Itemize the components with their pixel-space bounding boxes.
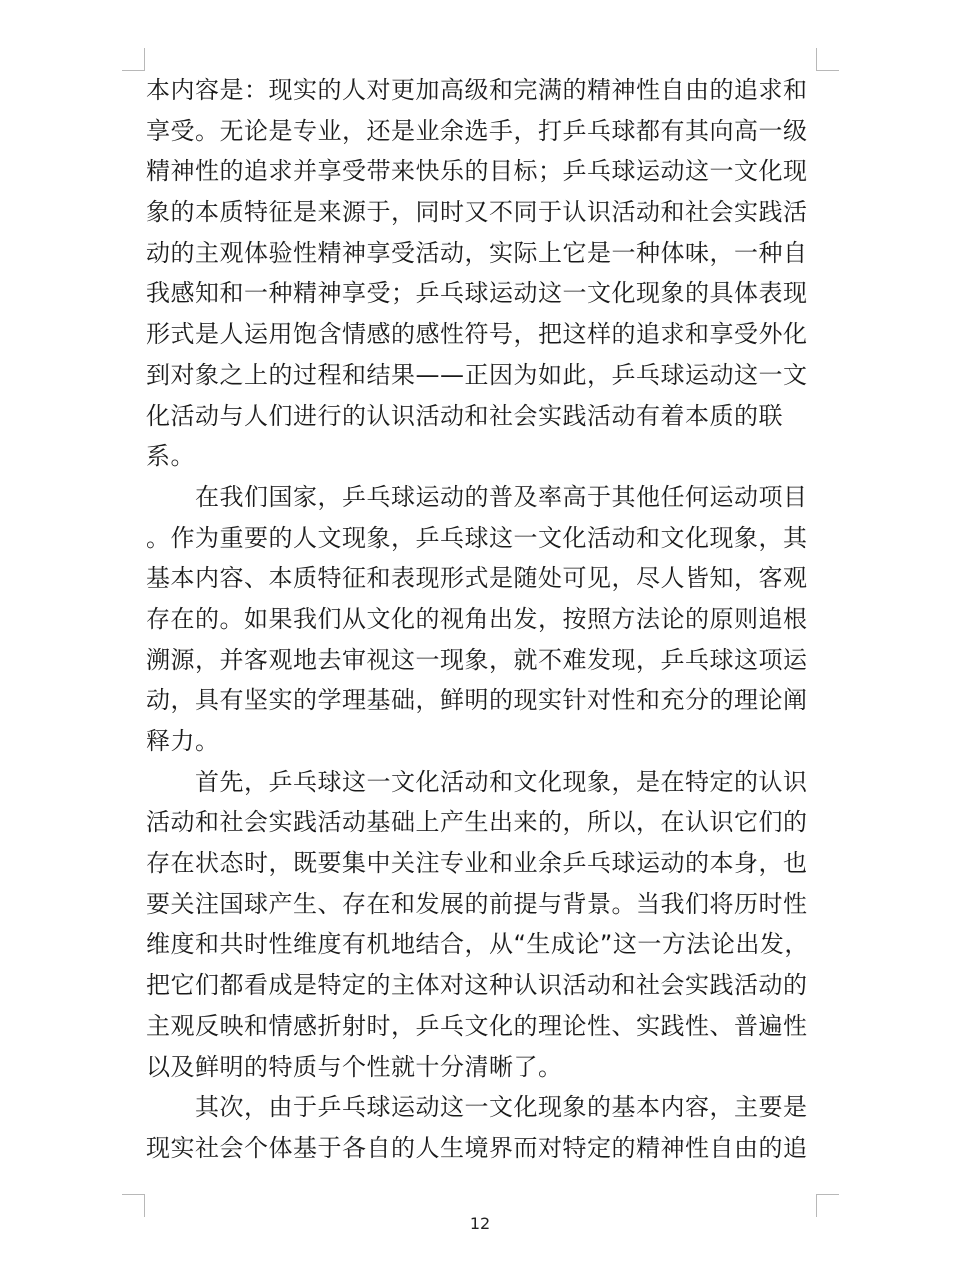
text-line: 基本内容、本质特征和表现形式是随处可见，尽人皆知，客观	[146, 564, 808, 593]
text-line: 把它们都看成是特定的主体对这种认识活动和社会实践活动的	[146, 971, 808, 1000]
text-line: 化活动与人们进行的认识活动和社会实践活动有着本质的联	[146, 401, 783, 430]
text-line: 其次，由于乒乓球运动这一文化现象的基本内容，主要是	[146, 1093, 808, 1122]
text-line: 享受。无论是专业，还是业余选手，打乒乓球都有其向高一级	[146, 116, 808, 145]
text-line: 到对象之上的过程和结果——正因为如此，乒乓球运动这一文	[146, 360, 808, 389]
text-line: 系。	[146, 442, 195, 471]
text-line: 象的本质特征是来源于，同时又不同于认识活动和社会实践活	[146, 198, 808, 227]
page-number: 12	[469, 1214, 491, 1233]
text-line: 动，具有坚实的学理基础，鲜明的现实针对性和充分的理论阐	[146, 686, 808, 715]
crop-mark-top-left	[122, 48, 145, 71]
text-line: 存在状态时，既要集中关注专业和业余乒乓球运动的本身，也	[146, 849, 808, 878]
text-line: 以及鲜明的特质与个性就十分清晰了。	[146, 1052, 563, 1081]
crop-mark-top-right	[816, 48, 839, 71]
text-line: 精神性的追求并享受带来快乐的目标；乒乓球运动这一文化现	[146, 157, 808, 186]
text-line: 维度和共时性维度有机地结合，从“生成论”这一方法论出发，	[146, 930, 809, 959]
text-line: 溯源，并客观地去审视这一现象，就不难发现，乒乓球这项运	[146, 645, 808, 674]
text-line: 形式是人运用饱含情感的感性符号，把这样的追求和享受外化	[146, 320, 808, 349]
text-line: 动的主观体验性精神享受活动，实际上它是一种体味，一种自	[146, 238, 808, 267]
text-line: 本内容是：现实的人对更加高级和完满的精神性自由的追求和	[146, 76, 808, 104]
text-line: 我感知和一种精神享受；乒乓球运动这一文化现象的具体表现	[146, 279, 808, 308]
text-line: 首先，乒乓球这一文化活动和文化现象，是在特定的认识	[146, 767, 808, 796]
text-line: 在我们国家，乒乓球运动的普及率高于其他任何运动项目	[146, 482, 808, 511]
text-line: 释力。	[146, 727, 220, 755]
text-line: 。作为重要的人文现象，乒乓球这一文化活动和文化现象，其	[146, 523, 808, 552]
text-line: 活动和社会实践活动基础上产生出来的，所以，在认识它们的	[146, 808, 808, 837]
text-line: 要关注国球产生、存在和发展的前提与背景。当我们将历时性	[146, 889, 808, 918]
text-line: 存在的。如果我们从文化的视角出发，按照方法论的原则追根	[146, 604, 808, 633]
text-line: 现实社会个体基于各自的人生境界而对特定的精神性自由的追	[146, 1133, 808, 1162]
text-line: 主观反映和情感折射时，乒乓文化的理论性、实践性、普遍性	[146, 1011, 808, 1040]
body-text	[146, 70, 816, 1169]
